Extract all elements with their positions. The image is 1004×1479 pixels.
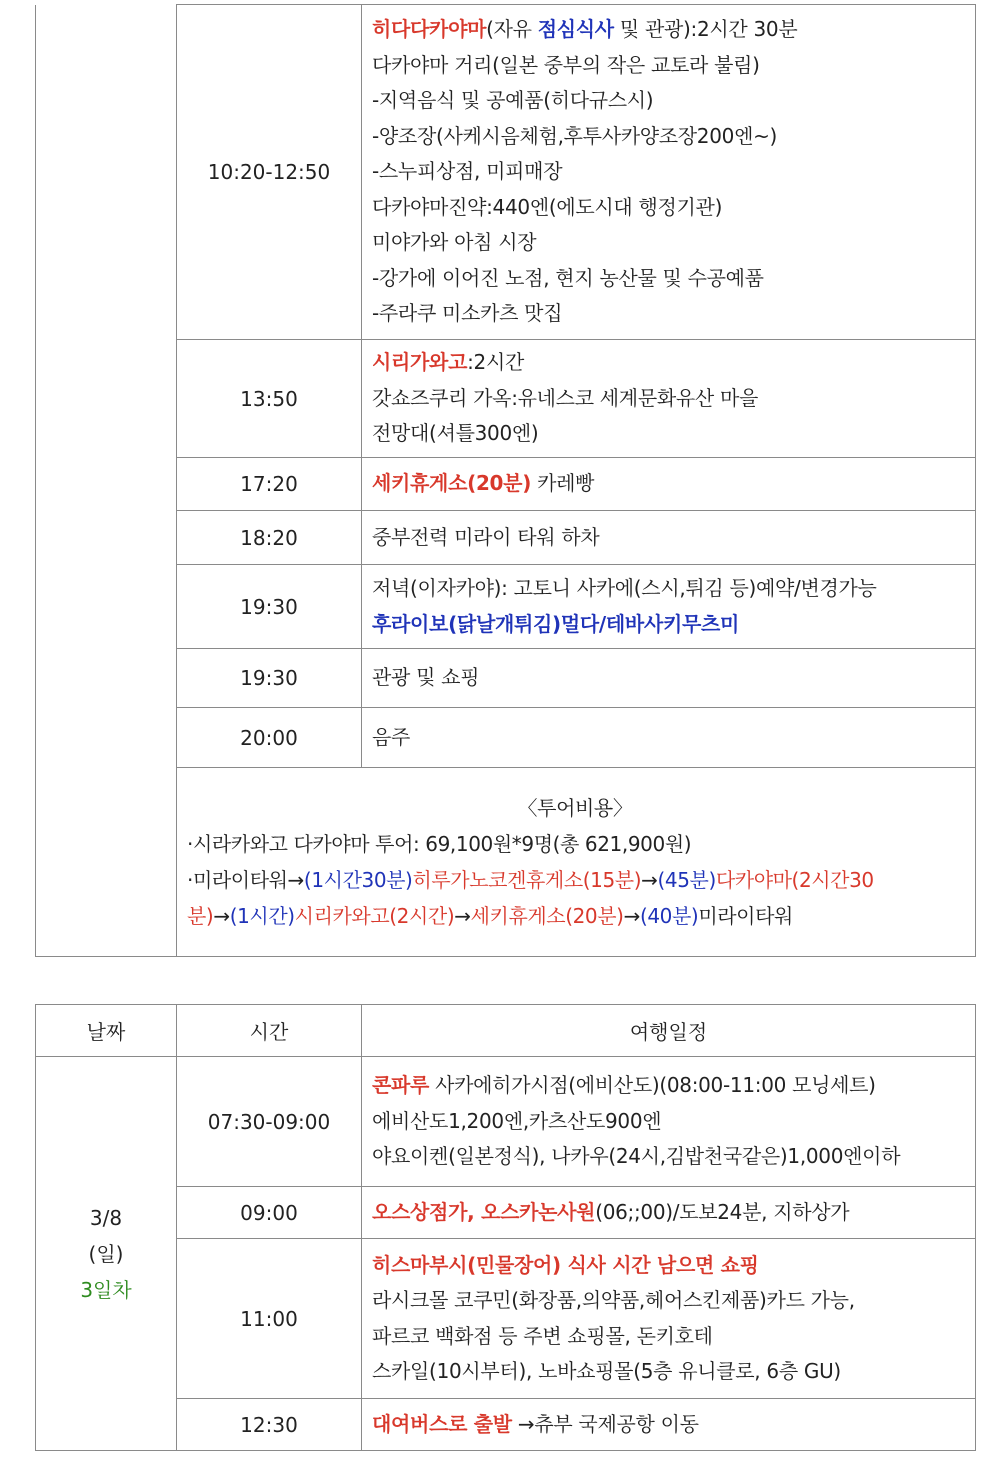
plan-line: [372, 1104, 965, 1140]
highlight-text: 점심식사: [537, 17, 614, 42]
highlight-text: 세키휴게소(20분): [470, 904, 624, 928]
plan-text: ·시라카와고 다카야마 투어: 69,100원*9명(총 621,900원): [187, 832, 692, 856]
highlight-text: 대여버스로 출발: [372, 1411, 512, 1436]
plan-line: [372, 345, 965, 381]
header-time: 시간: [177, 1005, 362, 1057]
plan-line: [372, 1354, 965, 1390]
plan-text: (06;;00)/도보24분, 지하상가: [595, 1199, 850, 1224]
tour-cost-title: 〈투어비용〉: [517, 796, 633, 820]
date-cell: [36, 5, 177, 957]
table-row: [36, 458, 976, 511]
table-row: [36, 649, 976, 708]
header-row: [36, 1005, 976, 1057]
table-row: [36, 565, 976, 649]
plan-text: →츄부 국제공항 이동: [511, 1411, 699, 1436]
plan-line: [372, 1407, 965, 1443]
plan-text: →: [623, 904, 640, 928]
table-row: [36, 708, 976, 768]
plan-cell: [362, 708, 976, 768]
plan-text: -지역음식 및 공예품(히다규스시): [372, 88, 654, 113]
time-cell: 07:30-09:00: [177, 1057, 362, 1187]
plan-text: -주라쿠 미소카츠 맛집: [372, 301, 563, 326]
plan-line: [372, 1139, 965, 1175]
schedule-table-day3: [35, 1004, 976, 1451]
highlight-text: 히스마부시(민물장어) 식사 시간 남으면 쇼핑: [372, 1252, 759, 1277]
time-cell: 13:50: [177, 340, 362, 458]
schedule-table-day2: [35, 4, 976, 957]
plan-text: 파르코 백화점 등 주변 쇼핑몰, 돈키호테: [372, 1323, 713, 1348]
highlight-text: 콘파루: [372, 1073, 430, 1098]
highlight-text: 히루가노코겐휴게소(15분): [412, 868, 642, 892]
plan-cell: [362, 565, 976, 649]
tour-cost-lines: [187, 826, 963, 934]
highlight-text: (1시간30분): [303, 868, 413, 892]
plan-cell: [362, 458, 976, 511]
time-cell: 18:20: [177, 511, 362, 565]
plan-text: 음주: [372, 724, 411, 749]
plan-line: [372, 190, 965, 226]
table-row: [36, 5, 976, 340]
plan-text: -강가에 이어진 노점, 현지 농산물 및 수공예품: [372, 265, 764, 290]
plan-line: [372, 1195, 965, 1231]
day-number: 3일차: [80, 1277, 132, 1302]
plan-text: →: [213, 904, 230, 928]
time-cell: 09:00: [177, 1187, 362, 1239]
plan-cell: [362, 1057, 976, 1187]
highlight-text: (45분): [657, 868, 716, 892]
weekday-text: (일): [88, 1241, 124, 1266]
plan-text: 미야가와 아침 시장: [372, 230, 537, 255]
plan-line: [187, 862, 963, 898]
plan-text: →: [641, 868, 658, 892]
schedule-body: [36, 5, 976, 957]
plan-text: 에비산도1,200엔,카츠산도900엔: [372, 1108, 662, 1133]
plan-text: 야요이켄(일본정식), 나카우(24시,김밥천국같은)1,000엔이하: [372, 1144, 901, 1169]
plan-text: :2시간: [467, 350, 525, 375]
time-cell: 20:00: [177, 708, 362, 768]
plan-line: [372, 48, 965, 84]
plan-line: [372, 607, 965, 643]
highlight-text: 분): [187, 904, 214, 928]
plan-text: 및 관광):2시간 30분: [613, 17, 798, 42]
plan-line: [372, 466, 965, 502]
plan-cell: [362, 1187, 976, 1239]
header-date: 날짜: [36, 1005, 177, 1057]
plan-line: [187, 898, 963, 934]
plan-text: 다카야마 거리(일본 중부의 작은 교토라 불림): [372, 52, 760, 77]
plan-line: [372, 1248, 965, 1284]
date-text: 3/8: [89, 1205, 123, 1230]
table-row: [36, 1399, 976, 1451]
plan-line: [372, 154, 965, 190]
tour-cost-cell: [177, 768, 976, 957]
plan-cell: [362, 5, 976, 340]
plan-line: [372, 381, 965, 417]
highlight-text: (40분): [639, 904, 699, 928]
plan-line: [372, 83, 965, 119]
time-cell: 17:20: [177, 458, 362, 511]
plan-line: [372, 261, 965, 297]
plan-line: [372, 119, 965, 155]
header-plan: 여행일정: [362, 1005, 976, 1057]
cost-row: [36, 768, 976, 957]
plan-line: [187, 826, 963, 862]
plan-text: -스누피상점, 미피매장: [372, 159, 563, 184]
plan-line: [372, 1283, 965, 1319]
plan-text: (자유: [486, 17, 538, 42]
highlight-text: 시리카와고(2시간): [294, 904, 455, 928]
plan-line: [372, 1068, 965, 1104]
plan-line: [372, 571, 965, 607]
highlight-text: (1시간): [229, 904, 295, 928]
plan-text: 관광 및 쇼핑: [372, 665, 480, 690]
plan-line: [372, 225, 965, 261]
plan-text: 스카일(10시부터), 노바쇼핑몰(5층 유니클로, 6층 GU): [372, 1359, 841, 1383]
plan-text: 라시크몰 코쿠민(화장품,의약품,헤어스킨제품)카드 가능,: [372, 1288, 855, 1312]
plan-text: 중부전력 미라이 타워 하차: [372, 524, 600, 549]
date-cell: [36, 1057, 177, 1451]
plan-text: ·미라이타워→: [187, 868, 304, 892]
plan-cell: [362, 340, 976, 458]
plan-text: 갓쇼즈쿠리 가옥:유네스코 세계문화유산 마을: [372, 385, 758, 410]
table-row: [36, 1187, 976, 1239]
plan-line: [372, 12, 965, 48]
plan-text: 미라이타워: [698, 904, 793, 928]
highlight-text: 히다다카야마: [372, 17, 487, 42]
plan-line: [372, 1319, 965, 1355]
plan-text: →: [454, 904, 471, 928]
plan-line: [372, 660, 965, 696]
plan-cell: [362, 1239, 976, 1399]
table-row: [36, 1057, 976, 1187]
plan-line: [372, 416, 965, 452]
plan-text: 저녁(이자카야): 고토니 사카에(스시,튀김 등)예약/변경가능: [372, 576, 877, 600]
plan-cell: [362, 649, 976, 708]
highlight-text: 시리가와고: [372, 350, 468, 375]
time-cell: 19:30: [177, 565, 362, 649]
plan-text: 사카에히가시점(에비산도)(08:00-11:00 모닝세트): [429, 1073, 876, 1098]
plan-text: 다카야마진약:440엔(에도시대 행정기관): [372, 194, 723, 219]
plan-text: 카레빵: [531, 471, 595, 496]
time-cell: 12:30: [177, 1399, 362, 1451]
highlight-text: 오스상점가, 오스카논사원: [372, 1199, 596, 1224]
plan-line: [372, 520, 965, 556]
highlight-text: 세키휴게소(20분): [372, 471, 532, 496]
plan-cell: [362, 511, 976, 565]
time-cell: 10:20-12:50: [177, 5, 362, 340]
highlight-text: 다카야마(2시간30: [715, 868, 874, 892]
plan-text: 전망대(셔틀300엔): [372, 421, 539, 446]
plan-text: -양조장(사케시음체험,후투사카양조장200엔~): [372, 123, 778, 148]
table-row: [36, 511, 976, 565]
plan-line: [372, 296, 965, 332]
time-cell: 19:30: [177, 649, 362, 708]
table-row: [36, 340, 976, 458]
highlight-text: 후라이보(닭날개튀김)멀다/테바사키무츠미: [372, 611, 740, 636]
plan-line: [372, 720, 965, 756]
time-cell: 11:00: [177, 1239, 362, 1399]
plan-cell: [362, 1399, 976, 1451]
table-row: [36, 1239, 976, 1399]
